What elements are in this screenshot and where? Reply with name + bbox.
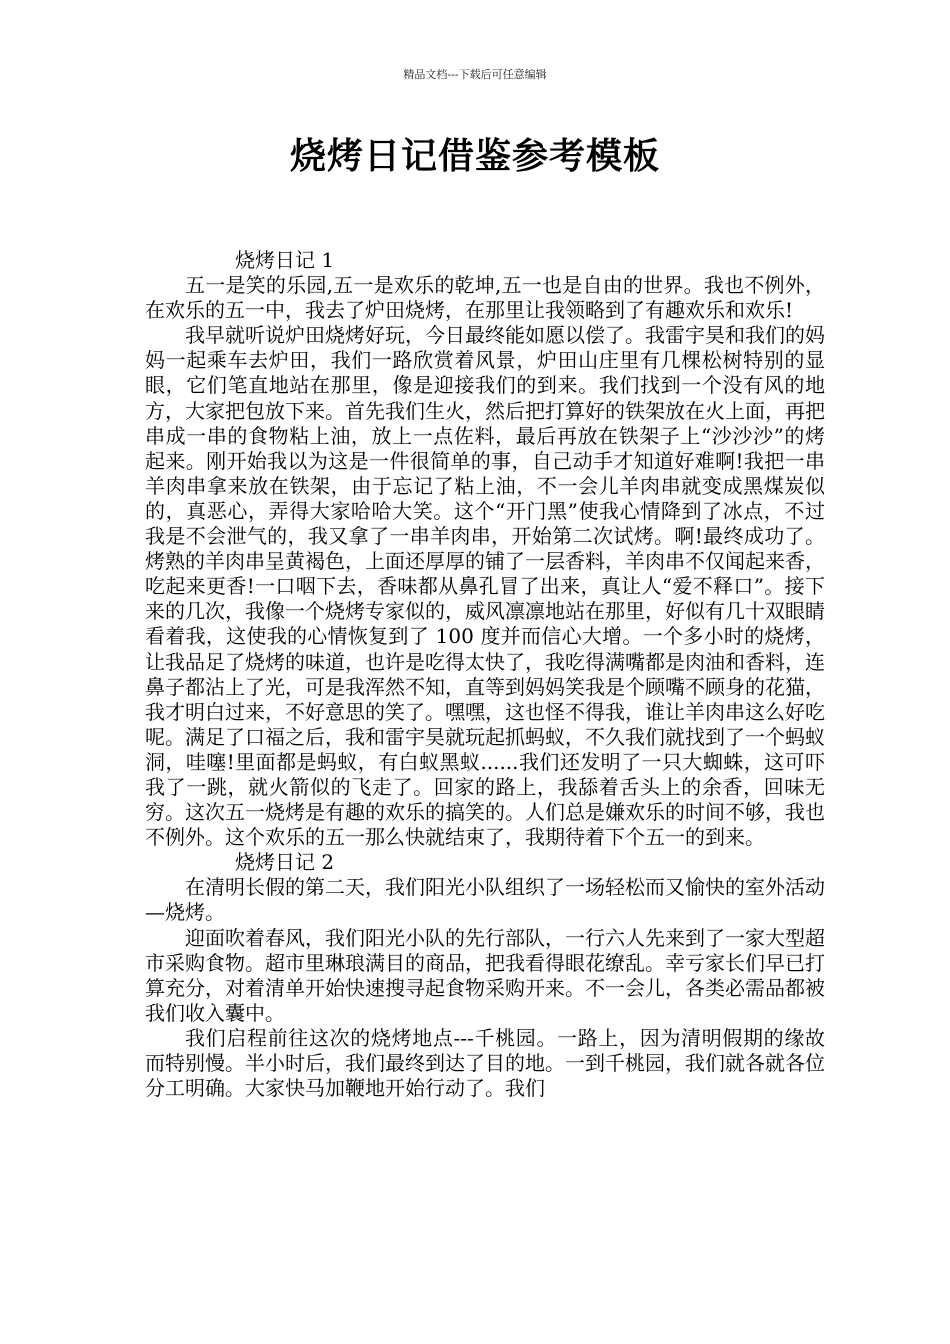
- paragraph: 迎面吹着春风，我们阳光小队的先行部队，一行六人先来到了一家大型超市采购食物。超市里琳琅满目的商品，把我看得眼花缭乱。幸亏家长们早已打算充分，对着清单开始快速搜寻起食物采购开来。不一会儿，各类必需品都被我们收入囊中。: [145, 925, 825, 1025]
- paragraph: 我早就听说炉田烧烤好玩，今日最终能如愿以偿了。我雷宇昊和我们的妈妈一起乘车去炉田，我们一路欣赏着风景，炉田山庄里有几棵松树特别的显眼，它们笔直地站在那里，像是迎接我们的到来。我们找到一个没有风的地方，大家把包放下来。首先我们生火，然后把打算好的铁架放在火上面，再把串成一串的食物粘上油，放上一点佐料，最后再放在铁架子上“沙沙沙”的烤起来。刚开始我以为这是一件很简单的事，自己动手才知道好难啊!我把一串羊肉串拿来放在铁架，由于忘记了粘上油，不一会儿羊肉串就变成黑煤炭似的，真恶心，弄得大家哈哈大笑。这个“开门黑”使我心情降到了冰点，不过我是不会泄气的，我又拿了一串羊肉串，开始第二次试烤。啊!最终成功了。烤熟的羊肉串呈黄褐色，上面还厚厚的铺了一层香料，羊肉串不仅闻起来香，吃起来更香!一口咽下去，香味都从鼻孔冒了出来，真让人“爱不释口”。接下来的几次，我像一个烧烤专家似的，威风凛凛地站在那里，好似有几十双眼睛看着我，这使我的心情恢复到了 100 度并而信心大增。一个多小时的烧烤，让我品足了烧烤的味道，也许是吃得太快了，我吃得满嘴都是肉油和香料，连鼻子都沾上了光，可是我浑然不知，直等到妈妈笑我是个顾嘴不顾身的花猫，我才明白过来，不好意思的笑了。嘿嘿，这也怪不得我，谁让羊肉串这么好吃呢。满足了口福之后，我和雷宇昊就玩起抓蚂蚁，不久我们就找到了一个蚂蚁洞，哇噻!里面都是蚂蚁，有白蚁黑蚁......我们还发明了一只大蜘蛛，这可吓我了一跳，就火箭似的飞走了。回家的路上，我舔着舌头上的余香，回味无穷。这次五一烧烤是有趣的欢乐的搞笑的。人们总是嫌欢乐的时间不够，我也不例外。这个欢乐的五一那么快就结束了，我期待着下个五一的到来。: [145, 323, 825, 850]
- section-heading: 烧烤日记 1: [235, 248, 335, 272]
- paragraph: 我们启程前往这次的烧烤地点---千桃园。一路上，因为清明假期的缘故而特别慢。半小时后，我们最终到达了目的地。一到千桃园，我们就各就各位分工明确。大家快马加鞭地开始行动了。我们: [145, 1025, 825, 1101]
- paragraph: 在清明长假的第二天，我们阳光小队组织了一场轻松而又愉快的室外活动—烧烤。: [145, 875, 825, 925]
- document-body: [145, 248, 825, 1101]
- paragraph: 五一是笑的乐园,五一是欢乐的乾坤,五一也是自由的世界。我也不例外，在欢乐的五一中，我去了炉田烧烤，在那里让我领略到了有趣欢乐和欢乐!: [145, 273, 825, 323]
- header-note: 精品文档---下载后可任意编辑: [403, 68, 547, 81]
- section-heading: 烧烤日记 2: [235, 850, 335, 875]
- document-title: 烧烤日记借鉴参考模板: [289, 136, 660, 177]
